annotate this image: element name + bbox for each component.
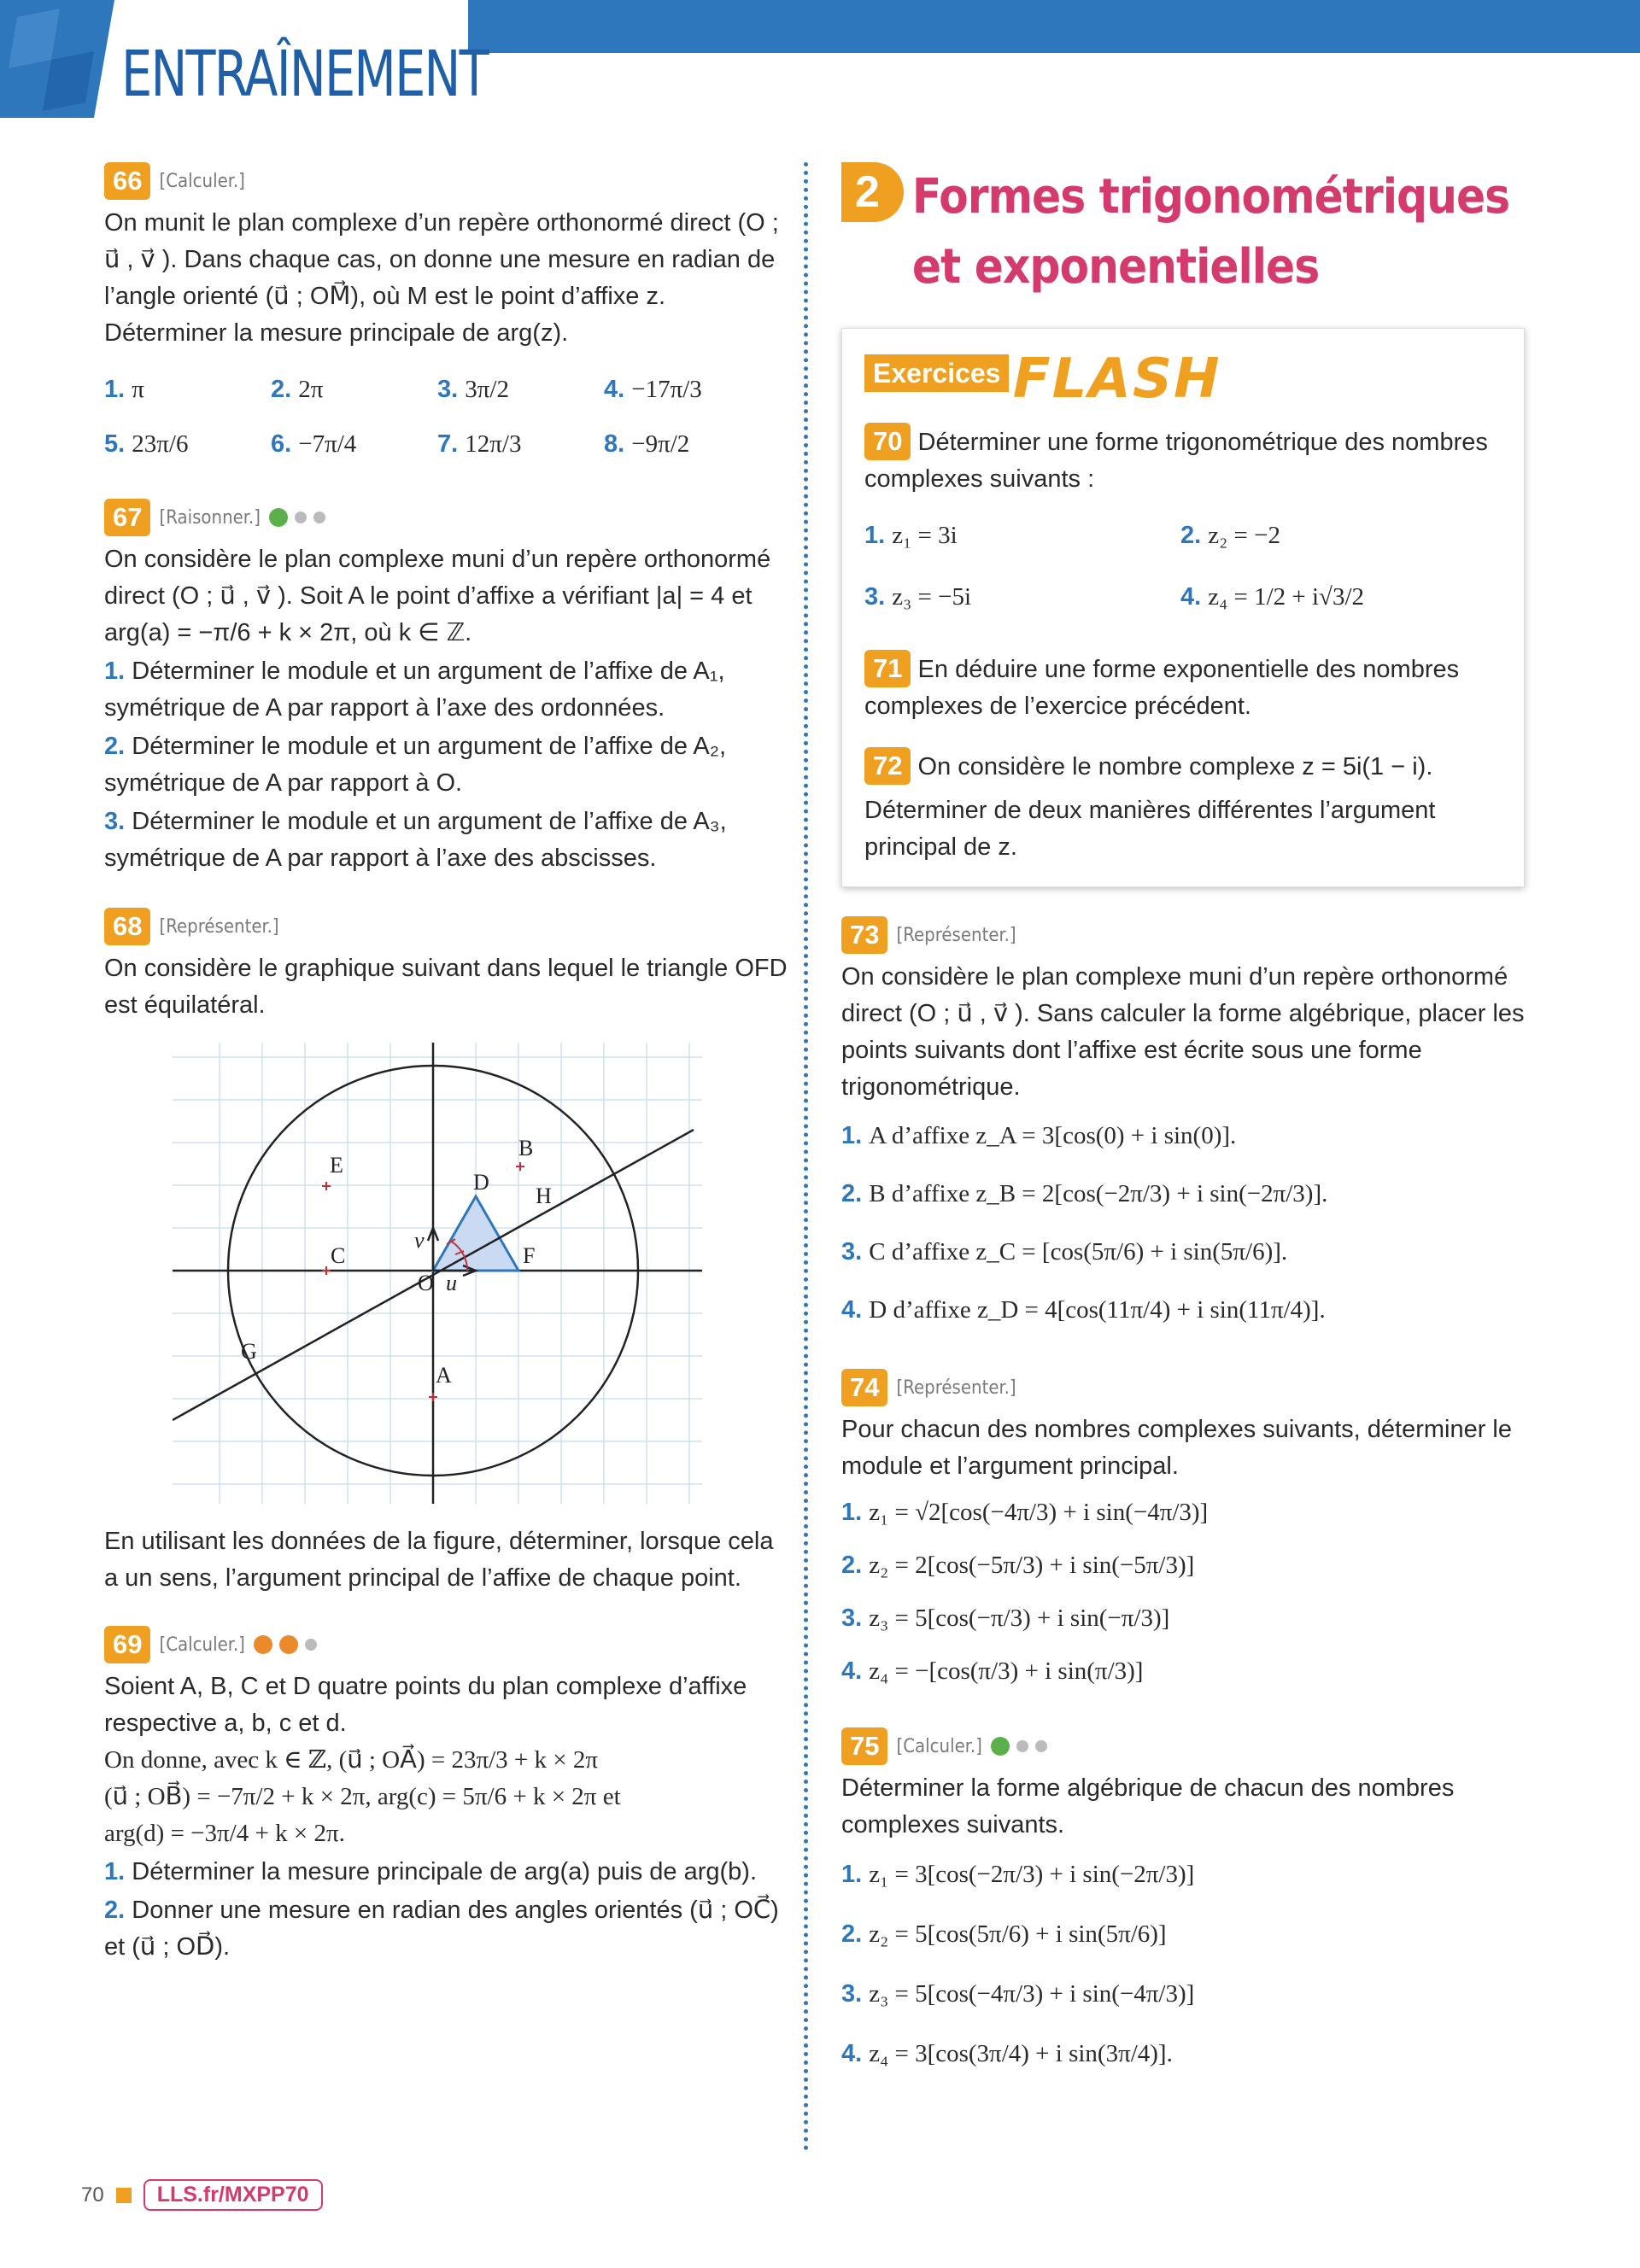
list-item: 1. Déterminer la mesure principale de arg(a) puis de arg(b). <box>104 1858 758 1885</box>
list-item: 3. C d’affixe z_C = [cos(5π/6) + i sin(5π/6)]. <box>841 1238 1288 1266</box>
exercise-text: Pour chacun des nombres complexes suivants, déterminer le module et l’argument principal. <box>841 1416 1512 1480</box>
section-heading <box>841 162 1525 302</box>
label-O: O <box>418 1271 434 1295</box>
list-item: 3. z₃ = 5[cos(−4π/3) + i sin(−4π/3)] <box>841 1980 1195 2008</box>
list-item: 1. π <box>104 376 144 403</box>
label-D: D <box>473 1170 489 1195</box>
corner-decoration <box>0 0 114 118</box>
exercise-tag: [Calculer.] <box>159 1634 245 1656</box>
resource-link[interactable]: LLS.fr/MXPP70 <box>144 2179 323 2211</box>
left-column <box>104 162 788 1967</box>
page-title: ENTRAÎNEMENT <box>121 38 488 111</box>
label-A: A <box>436 1363 452 1388</box>
exercise-text: On considère le plan complexe muni d’un repère orthonormé direct (O ; u⃗ , v⃗ ). Sans calculer la forme algébrique, placer les points suivants dont l’affixe est écrite sous une forme trigonométrique. <box>841 963 1525 1101</box>
exercise-tag: [Représenter.] <box>159 915 279 938</box>
exercise-text: Déterminer une forme trigonométrique des nombres complexes suivants : <box>864 429 1488 493</box>
exercise-71 <box>864 650 1502 725</box>
column-divider <box>804 162 808 2152</box>
difficulty-indicator <box>991 1737 1054 1756</box>
label-G: G <box>241 1339 257 1364</box>
label-E: E <box>330 1153 343 1178</box>
list-item: 2. z₂ = 5[cos(5π/6) + i sin(5π/6)] <box>841 1920 1167 1948</box>
exercise-tag: [Calculer.] <box>159 170 245 192</box>
list-item: 5. 23π/6 <box>104 430 189 458</box>
label-v: v⃗ <box>414 1228 442 1253</box>
answer-grid <box>104 364 788 470</box>
exercise-number: 67 <box>104 499 150 536</box>
flash-label: Exercices <box>864 354 1009 392</box>
exercise-72 <box>864 747 1502 866</box>
list-item: 2. z₂ = −2 <box>1180 522 1280 549</box>
exercise-74 <box>841 1369 1525 1697</box>
exercise-number: 71 <box>864 650 911 687</box>
exercise-number: 69 <box>104 1626 150 1663</box>
exercise-number: 68 <box>104 908 150 945</box>
flash-word: FLASH <box>1012 348 1221 411</box>
footer <box>81 2179 323 2211</box>
list-item: 2. Déterminer le module et un argument de l’affixe de A₂, symétrique de A par rapport à O. <box>104 733 727 797</box>
list-item: 4. z₄ = 1/2 + i√3/2 <box>1180 583 1365 611</box>
list-item: 1. Déterminer le module et un argument de l’affixe de A₁, symétrique de A par rapport à l’axe des ordonnées. <box>104 658 725 722</box>
flash-box <box>841 328 1525 887</box>
list-item: 7. 12π/3 <box>437 430 522 458</box>
list-item: 4. z₄ = −[cos(π/3) + i sin(π/3)] <box>841 1657 1144 1685</box>
exercise-text: Déterminer la forme algébrique de chacun des nombres complexes suivants. <box>841 1774 1455 1838</box>
exercise-text: On considère le graphique suivant dans lequel le triangle OFD est équilatéral. <box>104 955 788 1019</box>
exercise-69 <box>104 1626 788 1966</box>
right-column <box>841 162 1525 2084</box>
exercise-tag: [Raisonner.] <box>159 506 261 529</box>
list-item: 1. z₁ = √2[cos(−4π/3) + i sin(−4π/3)] <box>841 1499 1209 1526</box>
exercise-75 <box>841 1727 1525 2083</box>
footer-square <box>116 2188 132 2203</box>
exercise-text: En déduire une forme exponentielle des nombres complexes de l’exercice précédent. <box>864 656 1460 720</box>
exercise-text-2: Déterminer de deux manières différentes l’argument principal de z. <box>864 797 1436 861</box>
exercise-number: 70 <box>864 423 911 460</box>
exercise-line: arg(d) = −3π/4 + k × 2π. <box>104 1820 345 1847</box>
difficulty-indicator <box>254 1635 324 1654</box>
section-number: 2 <box>841 162 904 222</box>
exercise-line: (u⃗ ; OB⃗) = −7π/2 + k × 2π, arg(c) = 5π/6 + k × 2π et <box>104 1783 621 1810</box>
exercise-number: 74 <box>841 1369 887 1406</box>
exercise-tag: [Représenter.] <box>896 924 1016 946</box>
exercise-tag: [Représenter.] <box>896 1377 1016 1399</box>
exercise-text: On considère le nombre complexe z = 5i(1 − i). <box>917 753 1433 780</box>
exercise-66 <box>104 162 788 470</box>
list-item: 2. B d’affixe z_B = 2[cos(−2π/3) + i sin(−2π/3)]. <box>841 1180 1328 1207</box>
label-B: B <box>518 1136 534 1160</box>
exercise-text: On considère le plan complexe muni d’un repère orthonormé direct (O ; u⃗ , v⃗ ). Soit A le point d’affixe a vérifiant |a| = 4 et arg(a) = −π/6 + k × 2π, où k ∈ ℤ. <box>104 546 771 646</box>
list-item: 6. −7π/4 <box>271 430 357 458</box>
exercise-number: 73 <box>841 916 887 954</box>
list-item: 2. Donner une mesure en radian des angles orientés (u⃗ ; OC⃗) et (u⃗ ; OD⃗). <box>104 1897 779 1961</box>
label-F: F <box>523 1243 536 1268</box>
list-item: 3. 3π/2 <box>437 376 509 403</box>
list-item: 3. z₃ = −5i <box>864 583 971 611</box>
list-item: 8. −9π/2 <box>604 430 690 458</box>
geometry-figure <box>173 1043 702 1504</box>
list-item: 4. −17π/3 <box>604 376 702 403</box>
header-bar <box>468 0 1640 53</box>
exercise-text: Soient A, B, C et D quatre points du plan complexe d’affixe respective a, b, c et d. <box>104 1673 747 1737</box>
exercise-67 <box>104 499 788 877</box>
exercise-text: On munit le plan complexe d’un repère orthonormé direct (O ; u⃗ , v⃗ ). Dans chaque cas, on donne une mesure en radian de l’angle orienté (u⃗ ; OM⃗), où M est le point d’affixe z. Déterminer la mesure principale de arg(z). <box>104 209 779 347</box>
exercise-line: On donne, avec k ∈ ℤ, (u⃗ ; OA⃗) = 23π/3 + k × 2π <box>104 1746 599 1774</box>
answer-grid <box>864 505 1502 628</box>
page-number: 70 <box>81 2183 104 2207</box>
list-item: 2. 2π <box>271 376 324 403</box>
exercise-text-after: En utilisant les données de la figure, déterminer, lorsque cela a un sens, l’argument principal de l’affixe de chaque point. <box>104 1528 774 1592</box>
list-item: 3. Déterminer le module et un argument de l’affixe de A₃, symétrique de A par rapport à l’axe des abscisses. <box>104 808 727 872</box>
label-u: u⃗ <box>446 1271 475 1295</box>
exercise-68 <box>104 908 788 1597</box>
list-item: 1. z₁ = 3[cos(−2π/3) + i sin(−2π/3)] <box>841 1861 1195 1888</box>
exercise-number: 75 <box>841 1727 887 1765</box>
list-item: 2. z₂ = 2[cos(−5π/3) + i sin(−5π/3)] <box>841 1552 1195 1579</box>
difficulty-indicator <box>269 508 332 527</box>
list-item: 4. D d’affixe z_D = 4[cos(11π/4) + i sin(11π/4)]. <box>841 1296 1326 1324</box>
list-item: 1. z₁ = 3i <box>864 522 958 549</box>
label-C: C <box>331 1243 346 1268</box>
exercise-number: 66 <box>104 162 150 200</box>
exercise-tag: [Calculer.] <box>896 1735 982 1757</box>
list-item: 1. A d’affixe z_A = 3[cos(0) + i sin(0)]. <box>841 1122 1237 1149</box>
exercise-73 <box>841 916 1525 1338</box>
list-item: 3. z₃ = 5[cos(−π/3) + i sin(−π/3)] <box>841 1605 1170 1632</box>
exercise-number: 72 <box>864 747 911 785</box>
list-item: 4. z₄ = 3[cos(3π/4) + i sin(3π/4)]. <box>841 2040 1173 2067</box>
label-H: H <box>536 1184 552 1208</box>
exercise-70 <box>864 423 1502 628</box>
section-title: Formes trigonométriques et exponentielles <box>911 169 1510 295</box>
